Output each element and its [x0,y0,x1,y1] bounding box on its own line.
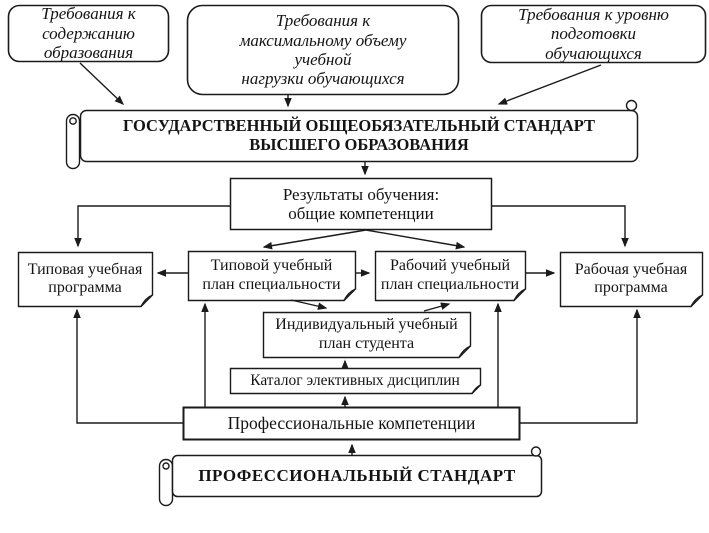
rabochaya-programma-shape [561,253,703,307]
node-req-volume: Требования к максимальному объему учебной нагрузки обучающихся [239,11,407,89]
node-katalog: Каталог элективных дисциплин [250,371,460,389]
req-level-shape [482,6,706,63]
node-prof-competencies: Профессиональные компетенции [227,412,476,433]
prof-standard-scroll-shape [160,447,542,506]
rabochiy-plan-shape [376,252,526,301]
prof-competencies-shape [184,408,520,440]
node-tipovaya-programma: Типовая учебная программа [27,260,143,296]
katalog-shape [231,369,481,394]
node-req-level: Требования к уровню подготовки обучающихся [518,4,669,63]
node-prof-standard: ПРОФЕССИОНАЛЬНЫЙ СТАНДАРТ [198,466,516,486]
node-req-content: Требования к содержанию образования [41,4,136,63]
node-gos-standard: ГОСУДАРСТВЕННЫЙ ОБЩЕОБЯЗАТЕЛЬНЫЙ СТАНДАРТ ВЫСШЕГО ОБРАЗОВАНИЯ [122,116,596,154]
results-shape [231,179,492,230]
tipovoy-plan-shape [189,252,356,301]
req-volume-shape [188,6,459,95]
node-rabochaya-programma: Рабочая учебная программа [574,260,688,296]
gos-standard-scroll-shape [67,101,638,169]
node-tipovoy-plan: Типовой учебный план специальности [202,257,341,293]
node-rabochiy-plan: Рабочий учебный план специальности [380,257,520,293]
req-content-shape [9,6,169,62]
tipovaya-programma-shape [19,253,153,307]
individual-plan-shape [264,313,471,358]
node-results: Результаты обучения: общие компетенции [282,184,440,223]
node-individual-plan: Индивидуальный учебный план студента [275,316,458,352]
